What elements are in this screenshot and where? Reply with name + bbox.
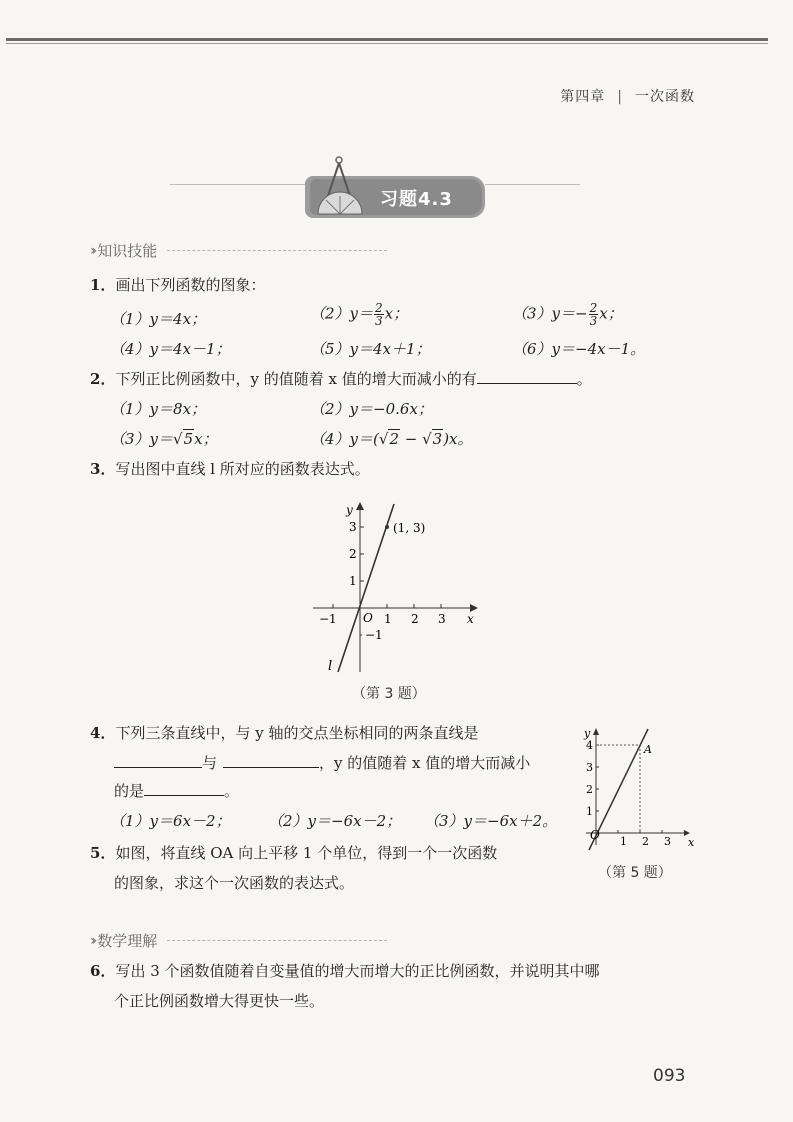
question-3-stem: 3．写出图中直线 l 所对应的函数表达式。 bbox=[90, 460, 370, 478]
question-4-line-2: 与 ，y 的值随着 x 值的增大而减小 bbox=[114, 752, 530, 774]
section-heading-understanding bbox=[90, 930, 387, 951]
question-6-line-2: 个正比例函数增大得更快一些。 bbox=[114, 992, 325, 1010]
exercise-banner-title: 习题4.3 bbox=[380, 189, 453, 210]
svg-text:O: O bbox=[363, 611, 373, 625]
header-separator: | bbox=[617, 89, 623, 105]
svg-text:(1, 3): (1, 3) bbox=[393, 521, 426, 535]
svg-text:1: 1 bbox=[349, 574, 357, 588]
svg-text:3: 3 bbox=[349, 520, 357, 534]
compass-icon bbox=[312, 152, 372, 218]
chevron-right-icon: ›› bbox=[90, 242, 94, 259]
chapter-label: 第四章 bbox=[560, 89, 606, 105]
q2-item-1: （1）y＝8x； bbox=[110, 400, 207, 418]
dotted-rule bbox=[167, 250, 387, 251]
question-6-line-1: 6．写出 3 个函数值随着自变量值的增大而增大的正比例函数，并说明其中哪 bbox=[90, 962, 600, 980]
question-text: 写出图中直线 l 所对应的函数表达式。 bbox=[115, 460, 370, 478]
svg-text:x: x bbox=[467, 612, 474, 626]
q2-item-3: （3）y＝√5x； bbox=[110, 430, 218, 448]
svg-text:y: y bbox=[346, 503, 353, 517]
chapter-topic: 一次函数 bbox=[635, 89, 695, 105]
top-rule bbox=[6, 38, 768, 41]
dotted-rule bbox=[167, 940, 387, 941]
running-header bbox=[560, 86, 695, 106]
question-2-stem: 2．下列正比例函数中，y 的值随着 x 值的增大而减小的有 。 bbox=[90, 370, 592, 388]
answer-blank-3[interactable] bbox=[144, 795, 224, 796]
figure-5-graph bbox=[580, 725, 700, 855]
svg-text:y: y bbox=[584, 727, 591, 740]
svg-text:2: 2 bbox=[642, 835, 649, 848]
svg-text:−1: −1 bbox=[365, 628, 383, 642]
figure-5-caption: （第 5 题） bbox=[598, 865, 672, 881]
fraction: $\frac{2}{3}$ bbox=[375, 301, 383, 328]
top-rule-thin bbox=[6, 43, 768, 44]
svg-text:−1: −1 bbox=[319, 612, 337, 626]
answer-blank[interactable] bbox=[477, 383, 577, 384]
svg-text:l: l bbox=[328, 659, 333, 674]
svg-text:2: 2 bbox=[411, 612, 419, 626]
svg-text:3: 3 bbox=[586, 761, 593, 774]
section-heading-skills bbox=[90, 240, 387, 261]
question-5-line-1: 5．如图，将直线 OA 向上平移 1 个单位，得到一个一次函数 bbox=[90, 844, 498, 862]
svg-text:3: 3 bbox=[438, 612, 446, 626]
line-l bbox=[338, 504, 394, 672]
svg-text:A: A bbox=[644, 743, 652, 756]
q2-item-2: （2）y＝−0.6x； bbox=[310, 400, 433, 418]
figure-3-caption: （第 3 题） bbox=[352, 686, 426, 702]
question-4-line-3: 的是 。 bbox=[114, 782, 240, 800]
fraction: $\frac{2}{3}$ bbox=[589, 301, 598, 328]
svg-text:x: x bbox=[688, 836, 695, 849]
banner-rule-right bbox=[485, 184, 580, 185]
section-title: 数学理解 bbox=[97, 932, 158, 950]
q4-item-2: （2）y＝−6x－2； bbox=[268, 812, 402, 830]
chevron-right-icon: ›› bbox=[90, 932, 94, 949]
svg-text:3: 3 bbox=[664, 835, 671, 848]
question-5-line-2: 的图象，求这个一次函数的表达式。 bbox=[114, 874, 355, 892]
q1-item-4: （4）y＝4x－1； bbox=[110, 340, 231, 358]
svg-text:4: 4 bbox=[586, 739, 593, 752]
q1-item-3: （3）y＝− $\frac{2}{3}$ x； bbox=[512, 301, 623, 328]
svg-text:1: 1 bbox=[384, 612, 392, 626]
svg-text:2: 2 bbox=[349, 547, 357, 561]
figure-3-graph bbox=[305, 500, 485, 680]
q2-item-4: （4）y＝(√2 − √3)x。 bbox=[310, 430, 473, 448]
question-text: 下列正比例函数中，y 的值随着 x 值的增大而减小的有 bbox=[115, 370, 477, 388]
q1-item-6: （6）y＝−4x－1。 bbox=[512, 340, 646, 358]
question-number: 1 bbox=[90, 276, 101, 294]
page-number: 093 bbox=[653, 1066, 686, 1086]
svg-text:1: 1 bbox=[586, 805, 593, 818]
question-4-line-1: 4．下列三条直线中，与 y 轴的交点坐标相同的两条直线是 bbox=[90, 724, 479, 742]
svg-text:1: 1 bbox=[620, 835, 627, 848]
radicand: 5 bbox=[183, 430, 194, 448]
banner-rule-left bbox=[170, 184, 305, 185]
q1-item-5: （5）y＝4x＋1； bbox=[310, 340, 431, 358]
answer-blank-2[interactable] bbox=[223, 767, 319, 768]
section-title: 知识技能 bbox=[97, 242, 158, 260]
point-marker bbox=[385, 525, 389, 529]
q4-item-1: （1）y＝6x－2； bbox=[110, 812, 231, 830]
svg-text:O: O bbox=[590, 828, 600, 842]
question-1-stem: 1．画出下列函数的图象： bbox=[90, 276, 266, 294]
svg-text:2: 2 bbox=[586, 783, 593, 796]
q1-item-1: （1）y＝4x； bbox=[110, 310, 207, 328]
q4-item-3: （3）y＝−6x＋2。 bbox=[424, 812, 558, 830]
question-text: 画出下列函数的图象： bbox=[115, 276, 266, 294]
answer-blank-1[interactable] bbox=[114, 767, 202, 768]
q1-item-2: （2）y＝ $\frac{2}{3}$ x； bbox=[310, 301, 409, 328]
